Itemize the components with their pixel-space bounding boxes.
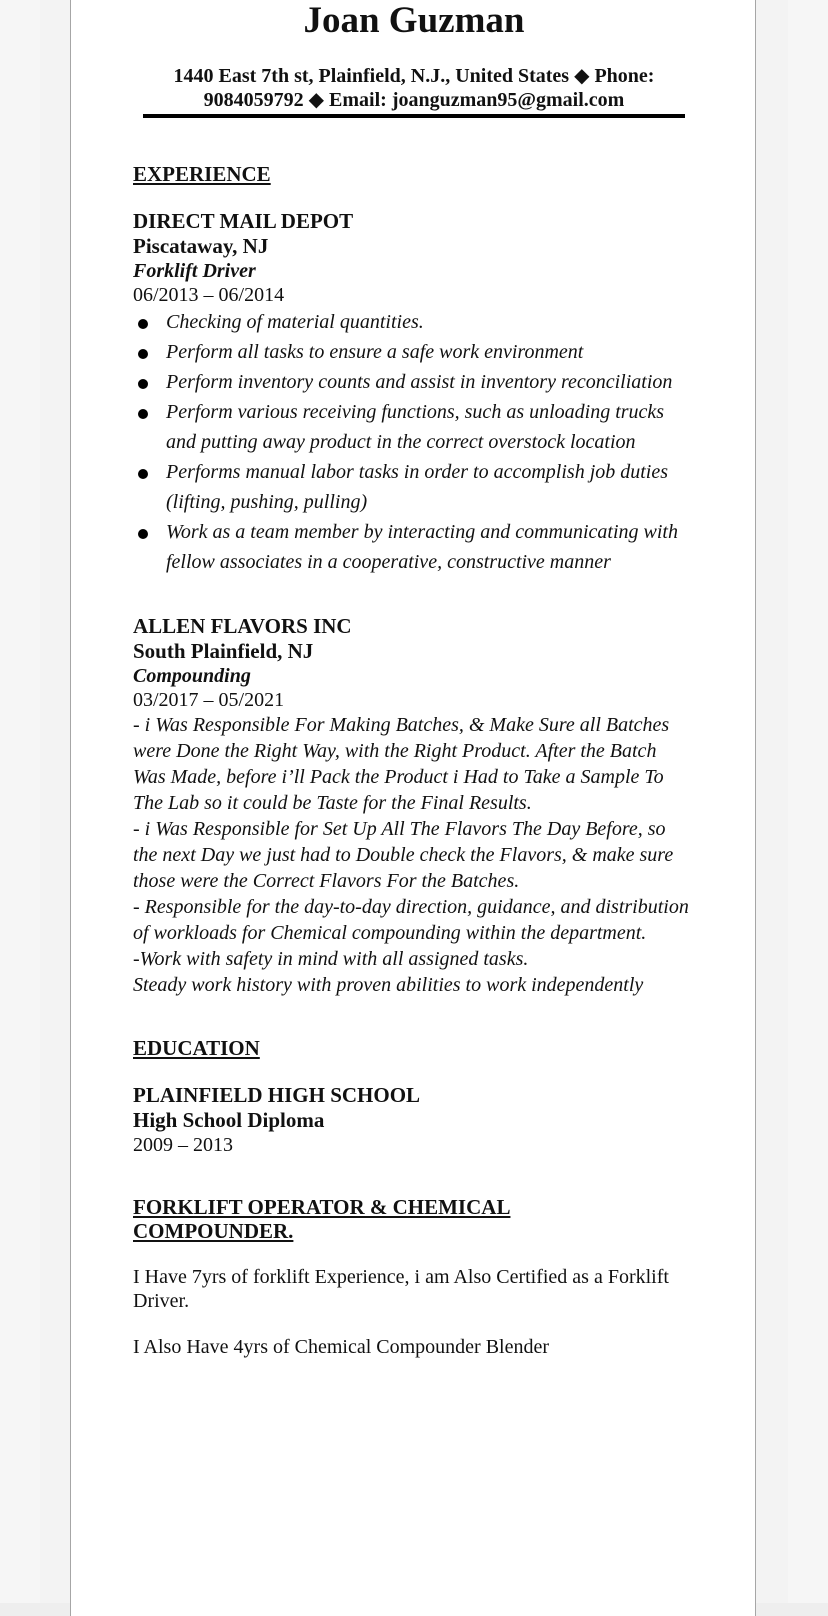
- summary-paragraph: I Also Have 4yrs of Chemical Compounder Blender: [133, 1336, 550, 1358]
- education-dates: 2009 – 2013: [133, 1134, 233, 1156]
- bullet-icon: [138, 379, 148, 389]
- resume-page: [70, 0, 756, 1616]
- bullet-icon: [138, 409, 148, 419]
- duty-text: Perform various receiving functions, such as unloading trucks and putting away product in the correct overstock location: [166, 401, 665, 453]
- duty-paragraph: - i Was Responsible For Making Batches, & Make Sure all Batches were Done the Right Way, with the Right Product. After the Batch Was Made, before i’ll Pack the Product i Had to Take a Sample To The Lab so it could be Taste for the Final Results.: [133, 714, 670, 814]
- duty-paragraph: - i Was Responsible for Set Up All The Flavors The Day Before, so the next Day we just had to Double check the Flavors, & make sure those were the Correct Flavors For the Batches.: [133, 818, 674, 892]
- summary-heading: FORKLIFT OPERATOR & CHEMICAL COMPOUNDER.: [133, 1195, 511, 1243]
- job-dates: 06/2013 – 06/2014: [133, 284, 285, 306]
- resume-content: [133, 162, 693, 1359]
- duties-list: [133, 307, 693, 577]
- list-item: [133, 517, 693, 577]
- list-item: [133, 337, 693, 367]
- resume-name: Joan Guzman: [303, 0, 525, 41]
- list-item: [133, 367, 693, 397]
- job-location: South Plainfield, NJ: [133, 639, 314, 663]
- list-item: [133, 457, 693, 517]
- duty-paragraph: Steady work history with proven abilities to work independently: [133, 974, 644, 996]
- bullet-icon: [138, 469, 148, 479]
- duty-text: Performs manual labor tasks in order to accomplish job duties (lifting, pushing, pulling): [166, 461, 669, 513]
- experience-heading: EXPERIENCE: [133, 162, 271, 186]
- duty-text: Perform inventory counts and assist in inventory reconciliation: [166, 371, 673, 393]
- job-title: Compounding: [133, 665, 251, 687]
- header-divider: [143, 114, 685, 118]
- summary-paragraph: I Have 7yrs of forklift Experience, i am Also Certified as a Forklift Driver.: [133, 1266, 669, 1312]
- duty-paragraph: -Work with safety in mind with all assigned tasks.: [133, 948, 529, 970]
- duty-text: Work as a team member by interacting and communicating with fellow associates in a cooperative, constructive manner: [166, 521, 678, 573]
- education-entry: [133, 1082, 693, 1157]
- job-dates: 03/2017 – 05/2021: [133, 689, 285, 711]
- bullet-icon: [138, 349, 148, 359]
- left-margin-strip: [0, 0, 40, 1603]
- list-item: [133, 307, 693, 337]
- job-entry: [133, 613, 693, 998]
- school-name: PLAINFIELD HIGH SCHOOL: [133, 1083, 421, 1107]
- contact-line: 1440 East 7th st, Plainfield, N.J., United States ◆ Phone: 9084059792 ◆ Email: joanguzman95@gmail.com: [173, 65, 655, 111]
- duty-text: Perform all tasks to ensure a safe work environment: [166, 341, 584, 363]
- bullet-icon: [138, 529, 148, 539]
- job-entry: [133, 208, 693, 577]
- right-margin-strip: [788, 0, 828, 1603]
- duty-text: Checking of material quantities.: [166, 311, 424, 333]
- employer-name: ALLEN FLAVORS INC: [133, 614, 352, 638]
- bullet-icon: [138, 319, 148, 329]
- employer-name: DIRECT MAIL DEPOT: [133, 209, 354, 233]
- education-heading: EDUCATION: [133, 1036, 260, 1060]
- degree-name: High School Diploma: [133, 1108, 325, 1132]
- list-item: [133, 397, 693, 457]
- duty-paragraph: - Responsible for the day-to-day direction, guidance, and distribution of workloads for Chemical compounding within the department.: [133, 896, 689, 944]
- job-location: Piscataway, NJ: [133, 234, 269, 258]
- job-title: Forklift Driver: [133, 260, 256, 282]
